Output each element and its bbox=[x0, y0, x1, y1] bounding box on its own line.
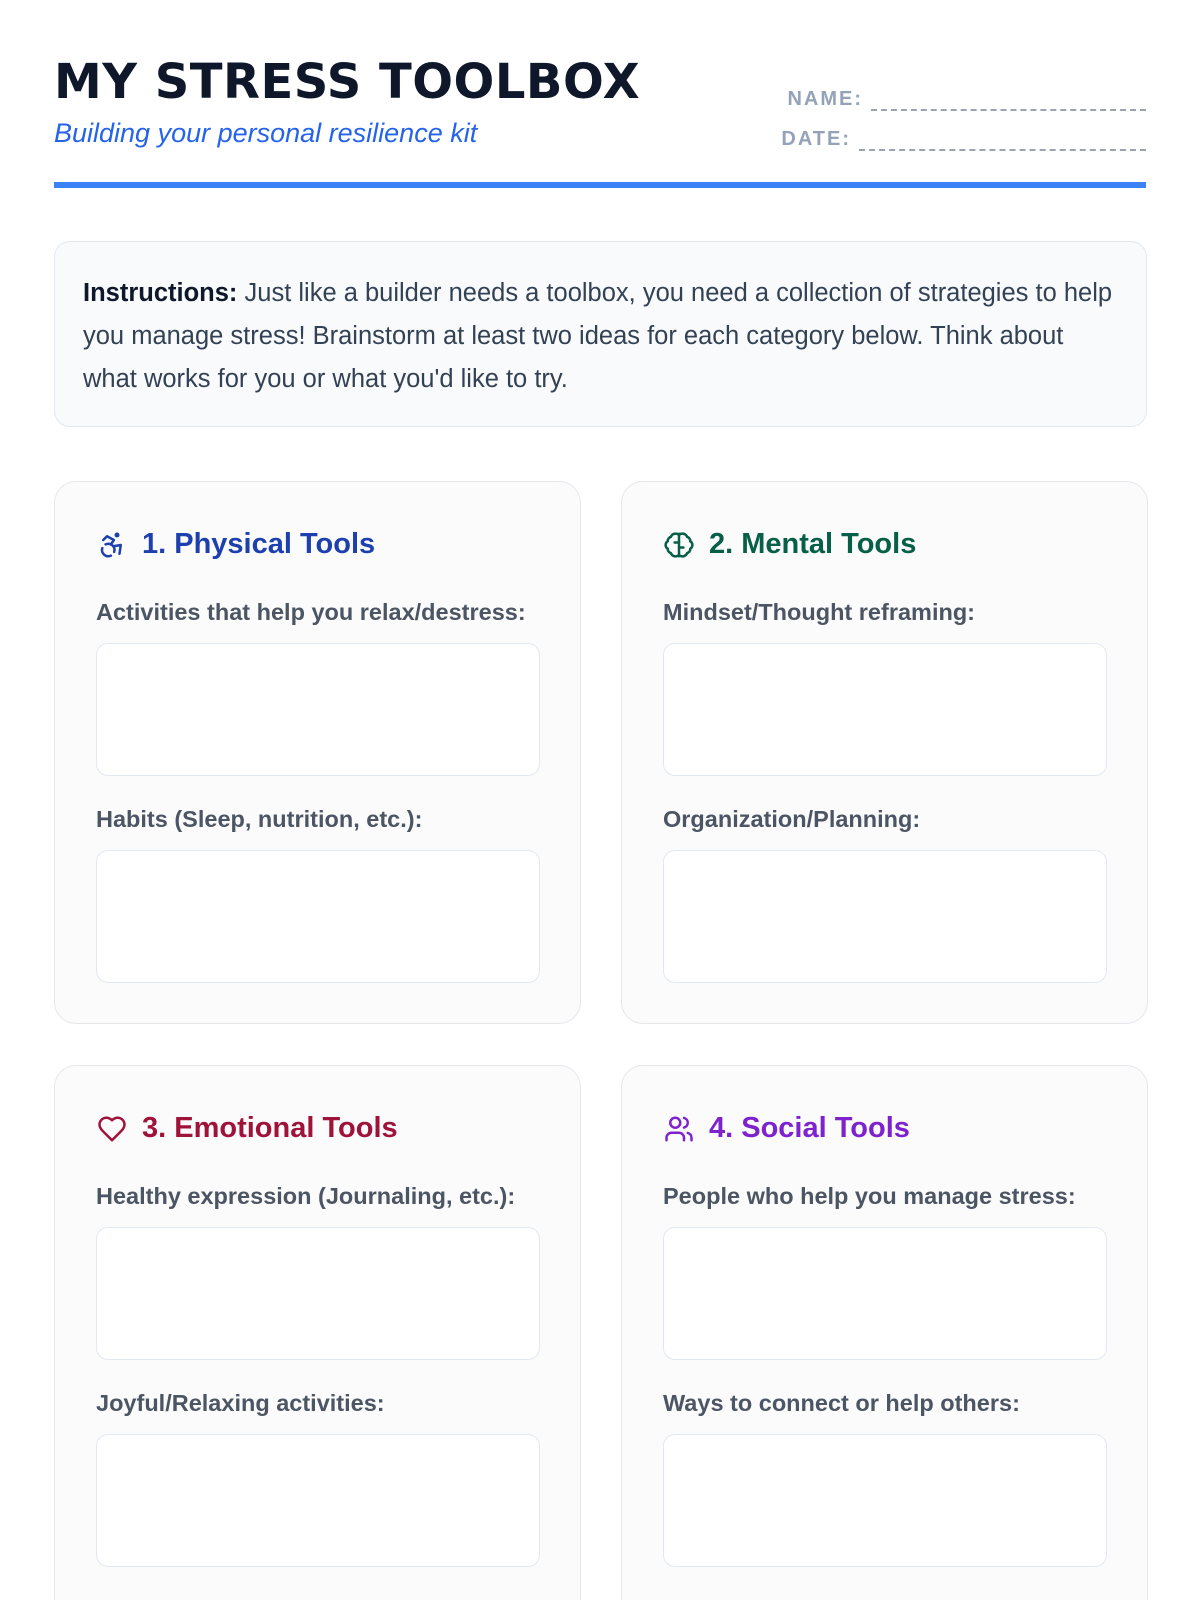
page-subtitle: Building your personal resilience kit bbox=[54, 118, 478, 148]
field-label: Joyful/Relaxing activities: bbox=[96, 1390, 385, 1416]
field-label: Ways to connect or help others: bbox=[663, 1390, 1020, 1416]
physical-tools-card bbox=[54, 481, 581, 1024]
name-row bbox=[787, 88, 1146, 111]
field-label: Habits (Sleep, nutrition, etc.): bbox=[96, 806, 423, 832]
card-title: 4. Social Tools bbox=[709, 1112, 910, 1144]
field-label: Organization/Planning: bbox=[663, 806, 921, 832]
users-icon bbox=[663, 1113, 695, 1145]
emotional-tools-card bbox=[54, 1065, 581, 1600]
social-tools-card bbox=[621, 1065, 1148, 1600]
accessibility-icon bbox=[96, 529, 128, 561]
heart-icon bbox=[96, 1113, 128, 1145]
card-title: 3. Emotional Tools bbox=[142, 1112, 398, 1144]
expression-input[interactable] bbox=[96, 1227, 540, 1360]
date-label: DATE: bbox=[781, 128, 851, 150]
date-row bbox=[781, 128, 1146, 151]
date-field[interactable] bbox=[859, 131, 1146, 151]
field-label: Mindset/Thought reframing: bbox=[663, 599, 976, 625]
card-header bbox=[663, 1112, 910, 1145]
card-header bbox=[96, 528, 375, 561]
mental-tools-card bbox=[621, 481, 1148, 1024]
card-header bbox=[96, 1112, 398, 1145]
card-title: 2. Mental Tools bbox=[709, 528, 917, 560]
habits-input[interactable] bbox=[96, 850, 540, 983]
instructions-box bbox=[54, 241, 1147, 427]
field-label: People who help you manage stress: bbox=[663, 1183, 1076, 1209]
brain-icon bbox=[663, 529, 695, 561]
connect-others-input[interactable] bbox=[663, 1434, 1107, 1567]
joyful-activities-input[interactable] bbox=[96, 1434, 540, 1567]
name-field[interactable] bbox=[871, 91, 1146, 111]
card-title: 1. Physical Tools bbox=[142, 528, 376, 560]
name-label: NAME: bbox=[787, 88, 863, 110]
organization-input[interactable] bbox=[663, 850, 1107, 983]
instructions-lead: Instructions: bbox=[83, 279, 238, 307]
page-title: MY STRESS TOOLBOX bbox=[54, 54, 641, 110]
field-label: Activities that help you relax/destress: bbox=[96, 599, 526, 625]
support-people-input[interactable] bbox=[663, 1227, 1107, 1360]
card-header bbox=[663, 528, 916, 561]
mindset-input[interactable] bbox=[663, 643, 1107, 776]
instructions-text: Just like a builder needs a toolbox, you need a collection of strategies to help you manage stress! Brainstorm at least two ideas for each category below. Think about what works for you or what you'd like to try. bbox=[83, 279, 1113, 393]
header bbox=[54, 0, 1146, 188]
relax-activities-input[interactable] bbox=[96, 643, 540, 776]
field-label: Healthy expression (Journaling, etc.): bbox=[96, 1183, 516, 1209]
